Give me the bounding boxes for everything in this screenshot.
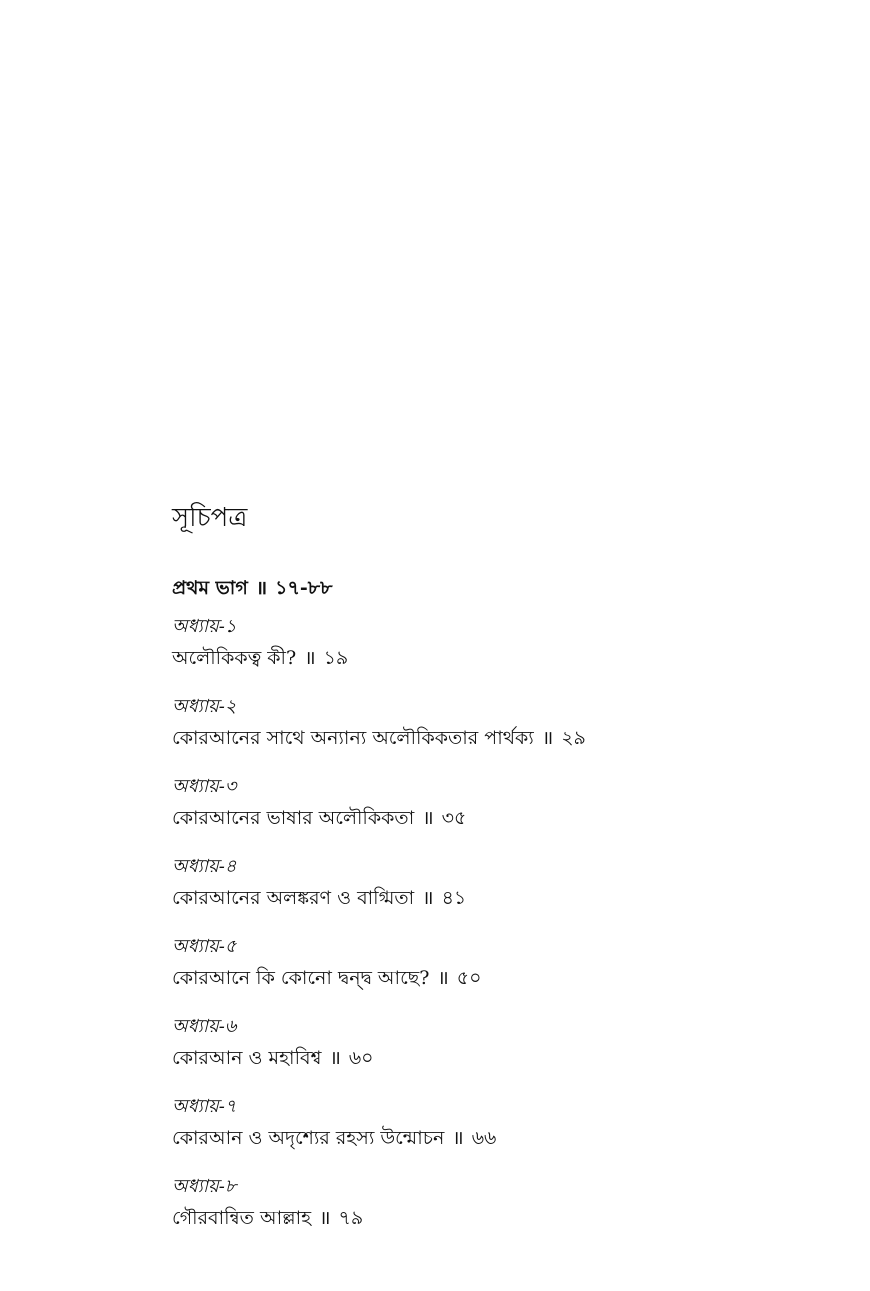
chapter-row bbox=[172, 642, 792, 674]
chapter-title: অলৌকিকত্ব কী? bbox=[172, 647, 297, 669]
chapter-title: কোরআন ও মহাবিশ্ব bbox=[172, 1047, 322, 1069]
chapter-label: অধ্যায়-৪ bbox=[172, 856, 237, 877]
chapter-entry bbox=[172, 852, 792, 914]
chapter-separator: ॥ bbox=[304, 647, 316, 669]
chapter-label: অধ্যায়-৫ bbox=[172, 936, 237, 957]
chapter-row bbox=[172, 722, 792, 754]
chapter-title: কোরআন ও অদৃশ্যের রহস্য উন্মোচন bbox=[172, 1127, 445, 1149]
chapter-separator: ॥ bbox=[319, 1207, 331, 1229]
chapter-entry bbox=[172, 1172, 792, 1234]
chapter-title: কোরআনে কি কোনো দ্বন্দ্ব আছে? bbox=[172, 967, 430, 989]
chapter-page: ৬৬ bbox=[471, 1127, 497, 1149]
chapter-page: ৭৯ bbox=[338, 1207, 364, 1229]
chapter-separator: ॥ bbox=[541, 727, 554, 749]
chapter-label: অধ্যায়-১ bbox=[172, 616, 237, 637]
chapter-title: কোরআনের সাথে অন্যান্য অলৌকিকতার পার্থক্য bbox=[172, 727, 534, 749]
chapter-page: ৬০ bbox=[348, 1047, 374, 1069]
chapter-entry bbox=[172, 772, 792, 834]
chapter-entry bbox=[172, 1012, 792, 1074]
chapter-separator: ॥ bbox=[452, 1127, 464, 1149]
part-heading bbox=[172, 574, 792, 602]
chapter-separator: ॥ bbox=[437, 967, 449, 989]
chapter-row bbox=[172, 1202, 792, 1234]
chapter-title: গৌরবান্বিত আল্লাহ bbox=[172, 1207, 312, 1229]
chapter-page: ৫০ bbox=[456, 967, 482, 989]
table-of-contents bbox=[172, 498, 792, 1234]
chapter-title: কোরআনের ভাষার অলৌকিকতা bbox=[172, 807, 415, 829]
part-title: প্রথম ভাগ bbox=[172, 577, 248, 599]
chapter-separator: ॥ bbox=[422, 807, 434, 829]
part-separator: ॥ bbox=[255, 577, 268, 599]
chapter-row bbox=[172, 882, 792, 914]
chapter-separator: ॥ bbox=[422, 887, 434, 909]
chapter-page: ৪১ bbox=[441, 887, 467, 909]
chapter-label: অধ্যায়-৭ bbox=[172, 1096, 237, 1117]
chapter-separator: ॥ bbox=[329, 1047, 341, 1069]
chapter-entry bbox=[172, 1092, 792, 1154]
toc-title: সূচিপত্র bbox=[172, 503, 248, 533]
chapter-row bbox=[172, 1122, 792, 1154]
chapter-row bbox=[172, 962, 792, 994]
chapter-label: অধ্যায়-৩ bbox=[172, 776, 237, 797]
chapter-title: কোরআনের অলঙ্করণ ও বাগ্মিতা bbox=[172, 887, 415, 909]
chapter-label: অধ্যায়-৮ bbox=[172, 1176, 237, 1197]
chapter-page: ১৯ bbox=[323, 647, 349, 669]
chapter-page: ৩৫ bbox=[441, 807, 467, 829]
chapter-row bbox=[172, 802, 792, 834]
chapter-list bbox=[172, 612, 792, 1234]
chapter-label: অধ্যায়-২ bbox=[172, 696, 237, 717]
chapter-entry bbox=[172, 612, 792, 674]
chapter-page: ২৯ bbox=[561, 727, 586, 749]
chapter-row bbox=[172, 1042, 792, 1074]
chapter-entry bbox=[172, 692, 792, 754]
chapter-label: অধ্যায়-৬ bbox=[172, 1016, 237, 1037]
part-pages: ১৭-৮৮ bbox=[275, 577, 333, 599]
chapter-entry bbox=[172, 932, 792, 994]
